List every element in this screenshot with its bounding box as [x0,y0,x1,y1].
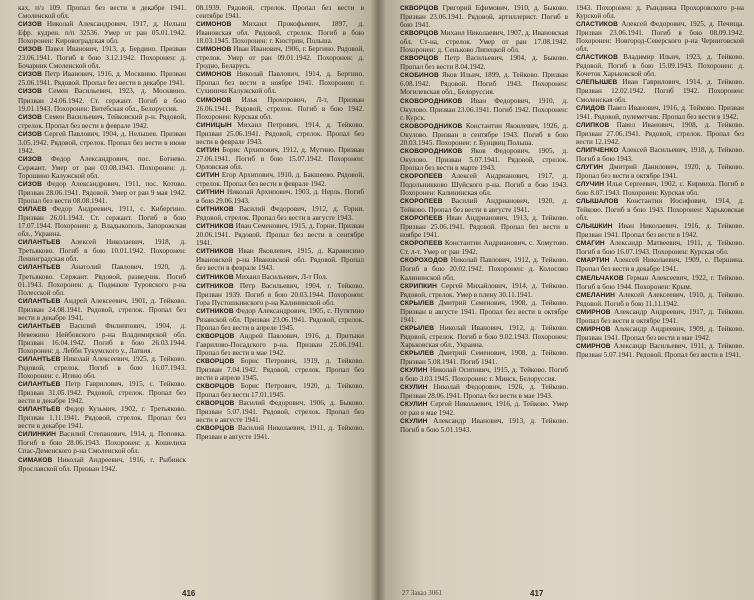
entry-surname: СИЗОВ [18,155,42,163]
entry-text: Василий Федорович, 1906, д. Быково. Призван 5.07.1941. Рядовой, стрелок. Пропал без вести в августе 1941. [196,399,365,425]
entry-surname: СЛИДОВ [576,104,606,112]
entry-surname: СИТНИН [196,189,225,197]
entry [400,349,568,366]
entry-text: Василий Николаевич, 1911, д. Тейково. Призван в августе 1941. [196,424,364,442]
entry-text: Николай Архипович, 1903, д. Нерль. Погиб в бою 29.06.1943. [196,188,365,206]
entry-text: Борис Архипович, 1912, д. Мутино. Призван 27.06.1941. Погиб в бою 15.07.1942. Похоронен: Орловская обл. [196,145,365,171]
entry-surname: СИТНИКОВ [196,282,234,290]
entry-text: Николай Алексеевич, 1925, д. Тейково. Рядовой, стрелок. Погиб в бою 16.07.1943. Похоронен: с. Игино обл. [18,354,186,381]
entry-text: Федор Андреевич, 1911, с. Кибергино. Призван 26.01.1943. Ст. сержант. Погиб в бою 17.07.1944. Похоронен: д. Владыкополь, Запорожская обл., Украина. [18,205,186,239]
entry [400,417,568,434]
entry-text: Григорий Ефимович, 1910, д. Быково. Призван 23.06.1941. Рядовой, артиллерист. Погиб в бою 1941. [400,4,568,30]
entry [576,222,744,239]
entry-text: Михаил Николаевич, 1907, д. Ивановская обл. Ст-на, стрелок. Умер от ран 17.08.1942. Похоронен: д. Сеньково Липецкой обл. [400,29,568,55]
entry-surname: СИЛАНТЬЕВ [18,355,61,363]
entry [196,146,364,171]
entry [576,4,744,20]
entry-text: Алексей Алексеевич, 1910, д. Тейково. Рядовой. Погиб в бою 11.11.1942. [576,290,745,308]
entry-surname: СМАРТИН [576,257,610,265]
entry-surname: СЛЫШАЛОВ [576,198,619,206]
entry-surname: СИЛАНТЬЕВ [18,239,61,247]
entry [400,214,568,239]
entry-surname: СКОРОПЕЕВ [400,172,443,180]
entry [196,20,364,45]
entry-text: Борис Петрович, 1920, д. Тейково. Пропал без вести 17.01.1945. [196,382,364,400]
entry-surname: СКВОРЦОВ [196,332,235,340]
entry [18,87,186,112]
entry-text: Константин Иосифович, 1914, д. Тейково. Погиб в бою 1943. Похоронен: Харьковская обл. [576,197,745,223]
entry-surname: СИЛАНТЬЕВ [18,406,61,414]
entry [400,299,568,324]
entry-surname: СИТИН [196,146,220,154]
entry [196,307,364,332]
entry [18,430,186,455]
entry-surname: СИТНИКОВ [196,223,234,231]
entry-surname: СКОВОРОДНИКОВ [400,97,463,105]
entry-text: Семен Васильевич, 1923, д. Москвино. Призван 24.06.1942. Ст. сержант. Погиб в бою 19.01.1943. Похоронен: Витебская обл., Белоруссия. [18,87,187,113]
entry [18,297,186,322]
entry [18,205,186,238]
entry [400,256,568,281]
entry-surname: СИТНИКОВ [196,273,234,281]
entry-surname: СИЗОВ [18,113,42,121]
entry-surname: СКОРОПЕЕВ [400,198,443,206]
entry [400,172,568,197]
entry-surname: СКУЛИН [400,367,428,375]
entry-surname: СЛИПКОВ [576,121,610,129]
entry-text: Сергей Михайлович, 1914, д. Тейково. Рядовой, стрелок. Умер в плену 30.11.1941. [400,281,568,299]
left-page-column-2 [196,4,364,441]
entry [400,400,568,417]
entry-text: Федор Кузьмич, 1902, г. Третьяково. Призван 1.11.1941. Рядовой, стрелок. Пропал без вести в декабре 1941. [18,405,186,431]
entry-surname: СИЗОВ [18,21,42,29]
entry-text: Михаил Прокофьевич, 1897, д. Ивановская обл. Рядовой, стрелок. Погиб в бою 18.03.1945. Похоронен: г. Кюстрин, Польша. [196,20,364,46]
entry-text: Иван Андрианович, 1913, д. Тейково. Призван 25.06.1941. Рядовой. Пропал без вести в ноябре 1941. [400,214,568,240]
entry [576,163,744,180]
right-page-number: 417 [530,589,544,598]
entry-text: Петр Иванович, 1916, д. Москвино. Призван 25.06.1941. Рядовой. Пропал без вести в декабре 1941. [18,70,186,88]
entry-text: Иван Яковлевич, 1915, д. Каравнсино Ивановской р-на Ивановской обл. Рядовой. Пропал без вести в феврале 1943. [196,247,364,273]
entry [400,97,568,122]
entry-text: Иван Николаевич, 1916, д. Тейково. Призван 1941. Пропал без вести в 1942. [576,222,745,240]
entry-surname: СМИРНОВ [576,325,611,333]
entry-text: Андрей Алексеевич, 1901, д. Тейково. Призван 24.08.1941. Рядовой, стрелок. Пропал без вести в декабре 1941. [18,296,187,322]
entry-surname: СИТНИКОВ [196,206,234,214]
entry-text: Дмитрий Семенович, 1908, д. Тейково. Призван 5.08.1941. Погиб 1941. [400,348,569,366]
entry-text: Александр Андреевич, 1917, д. Тейково. Пропал без вести в октябре 1941. [576,307,744,325]
entry-text: Сергей Николаевич, 1916, д. Тейково. Умер от ран в мае 1942. [400,400,569,418]
entry [18,155,186,180]
entry-surname: СИЛАНТЬЕВ [18,381,61,389]
entry-text: Сергей Павлович, 1904, д. Нельшев. Призван 3.05.1942. Рядовой, стрелок. Пропал без вести в июне 1942. [18,129,186,155]
entry [400,54,568,71]
entry-text: Павел Иванович, 1916, д. Тейково. Призван 1941. Рядовой, пулеметчик. Пропал без вести в 1942. [576,103,744,121]
entry-surname: СИЛАНТЬЕВ [18,297,61,305]
entry-surname: СКОРОХОДОВ [400,257,448,265]
entry-surname: СИМОНОВ [196,96,232,104]
entry-text: Дмитрий Семенович, 1908, д. Тейково. Призван в августе 1941. Пропал без вести в октябре 1941. [400,298,569,324]
entry [400,383,568,400]
entry-text: Алексей Николаевич, 1918, д. Третьяково. Погиб в бою 10.01.1942. Похоронен: Ленинградская обл. [18,238,186,264]
entry-text: Василий Андрианович, 1920, д. Тейково. Пропал без вести в августе 1941. [400,197,569,215]
entry [196,222,364,247]
entry-text: Павел Иванович, 1913, д. Бердино. Призван 23.06.1941. Погиб в бою 3.12.1942. Похоронен: д. Бочарник Смоленской обл. [18,45,186,71]
entry-text: Петр Васильевич, 1904, г. Тейково. Призван 1939. Погиб в бою 20.03.1944. Похоронен: Гора Пустошкинского р-на Калининской обл. [196,281,364,307]
entry [400,71,568,96]
entry-text: Николай Осипович, 1915, д. Тейково. Погиб в бою 3.03.1945. Похоронен: г. Минск, Белоруссия. [400,366,569,384]
entry-surname: СИЗОВ [18,88,42,96]
entry [18,20,186,45]
entry-surname: СКВОРЦОВ [400,55,439,63]
entry-surname: СЛЫШКИН [576,223,613,231]
entry-text: Андрей Павлович, 1916, д. Притыки Гаврилово-Посадского р-на. Призван 25.06.1941. Пропал без вести в мае 1942. [196,331,365,357]
entry-text: Алексей Федорович, 1925, д. Печища. Призван 23.06.1941. Погиб в бою 08.09.1942. Похоронен: Новгород-Северского р-на Черниговской обл. [576,20,744,54]
entry [400,29,568,54]
entry [18,380,186,405]
entry-text: Василий Степанович, 1914, д. Поповка. Погиб в бою 28.06.1943. Похоронен: д. Кошелиха Спас-Деменского р-на Смоленской обл. [18,430,187,456]
entry-surname: СЛУГИН [576,163,604,171]
entry-text: Александр Васильевич, 1911, д. Тейково. Призван 5.07.1941. Рядовой. Пропал без вести в 1941. [576,341,745,359]
entry-surname: СКУЛИН [400,401,428,409]
entry-surname: СИМОНОВ [196,46,232,54]
entry [18,45,186,70]
entry-surname: СКВОРЦОВ [196,357,235,365]
entry-surname: СИЗОВ [18,71,42,79]
entry-text: Константин Яковлевич, 1926, д. Окулово. Призван в сентябре 1943. Погиб в бою 20.03.1945. Похоронен: г. Бунцвиц Польша. [400,121,568,147]
entry-surname: СКУЛИН [400,418,428,426]
entry-surname: СИЗОВ [18,46,42,54]
entry-surname: СИЛАНТЬЕВ [18,322,61,330]
entry-text: Павел Иванович, 1908, д. Тейково. Призван 27.06.1941. Рядовой, стрелок. Пропал без вести 12.1942. [576,120,745,146]
entry [576,20,744,53]
entry [196,247,364,272]
entry-text: Николай Павлович, 1914, д. Бергино. Пропал без вести в ноябре 1941. Похоронен: г. Сухиничи Калужской обл. [196,70,364,96]
entry [400,147,568,172]
entry [196,382,364,399]
entry-text: Василий Филиппович, 1904, д. Невежино Нейбовского р-на Владимирской обл. Призван 16.04.1942. Погиб в бою 26.03.1944. Похоронен: д. Лебби Тукумского у., Латвия. [18,321,186,355]
entry-surname: СКОБИНОВ [400,72,439,80]
entry [576,325,744,342]
entry [576,256,744,273]
entry-text: Петр Гаврилович, 1915, с. Тейково. Призван 31.05.1942. Рядовой, стрелок. Пропал без вести в декабре 1942. [18,380,187,406]
entry-text: Алексей Андрианович, 1917, д. Подольникково Шуйского р-на. Погиб в бою 1943. Похоронен: Калининская обл. [400,171,569,198]
entry-text: Семен Васильевич, Тейковский р-н. Рядовой, стрелок. Пропал без вести в феврале 1942. [18,112,186,130]
entry-surname: СКРЫЛЕВ [400,299,435,307]
entry-surname: СЛАСТИКОВ [576,54,619,62]
entry-surname: СКРЫЛЕВ [400,324,435,332]
entry-text: ках, п/з 109. Пропал без вести в декабре 1941. Смоленской обл. [18,4,186,21]
entry [18,113,186,130]
entry-surname: СКОВОРОДНИКОВ [400,122,463,130]
entry-text: Николай Александрович, 1917, д. Нелыш Ефр. кудрен. п/п 32536. Умер от ран 05.01.1942. Похоронен: Кировоградская обл. [18,20,186,46]
entry [400,197,568,214]
entry-surname: СМИРНОВ [576,342,611,350]
entry [18,4,186,20]
entry-text: 1943. Похоронен: д. Рындинка Прохоровского р-на Курской обл. [576,4,744,21]
entry-surname: СИТНИКОВ [196,307,234,315]
entry-text: Алексей Васильевич, 1918, д. Тейково. Погиб в бою 1943. [576,145,744,163]
entry [18,130,186,155]
entry [576,239,744,256]
entry-text: Николай Павлович, 1912, д. Тейково. Погиб в бою 20.02.1942. Похоронен: д. Колосово Калининской обл. [400,256,569,282]
entry-text: Константин Андрианович, с. Хомутово. Ст. л-т. Умер от ран 1942. [400,239,569,257]
entry-surname: СИМАКОВ [18,456,53,464]
entry-surname: СКРЫЛЕВ [400,349,435,357]
entry-text: Илья Сергеевич, 1902, с. Кирмиха. Погиб в бою 8.07.1943. Похоронен: Курская обл. [576,179,744,198]
entry [400,324,568,349]
entry-surname: СКВОРЦОВ [400,30,439,38]
right-page [378,0,754,600]
entry-text: Герман Алексеевич, 1922, г. Тейково. Погиб в бою 1944. Похоронен: Крым. [576,273,744,291]
entry [196,273,364,282]
entry [196,188,364,205]
entry-text: Анатолий Павлович, 1920, д. Третьяково. Сержант. Рядовой, разведчик. Погиб 01.1943. Похоронен: д. Подмакие Туровского р-на Полесской обл. [18,263,186,297]
entry [400,366,568,383]
entry [196,171,364,188]
entry-text: Яков Федорович, 1905, д. Окулово. Призван 5.07.1941. Рядовой, стрелок. Пропал без вести в марте 1943. [400,146,568,172]
entry-text: Михаил Васильевич, Л-т Пол. [235,272,328,281]
entry-surname: СИЛИНКИН [18,431,56,439]
entry-text: Петр Васильевич, 1904, д. Быково. Пропал без вести 8.04.1942. [400,54,569,72]
entry [196,96,364,121]
entry-text: Илья Прохорович, Л-т, Призван 26.06.1941. Рядовой, стрелок. Погиб в бою 1942. Похоронен: Курская обл. [196,95,364,121]
entry-surname: СКУЛИН [400,384,428,392]
entry [400,282,568,299]
entry [18,405,186,430]
entry-text: Алексей Николаевич, 1909, с. Першина. Пропал без вести в декабре 1941. [576,256,744,274]
entry [576,197,744,222]
entry-surname: СЛЕПЫШЕВ [576,79,618,87]
entry [18,263,186,296]
entry-text: Иван Федорович, 1910, д. Окулово. Призван 23.06.1941. Погиб 1942. Похоронен: г. Курск. [400,96,568,122]
entry-text: Яков Ильич, 1899, д. Тейково. Призван 6.08.1942. Рядовой. Погиб 1943. Похоронен: Могилевская обл., Белоруссия. [400,71,569,97]
entry [196,4,364,20]
entry [400,122,568,147]
entry-text: Владимир Ильич, 1923, д. Тейково. Рядовой. Погиб в бою 15.09.1943. Похоронен: д. Кочеток Харьковской обл. [576,53,744,79]
entry [576,274,744,291]
entry-surname: СЛАСТИКОВ [576,21,619,29]
entry-text: 08.1939. Рядовой, стрелок. Пропал без вести в сентябре 1941. [196,4,364,21]
entry-text: Николай Иванович, 1912, д. Тейково. Рядовой, стрелок. Погиб в бою 9.02.1943. Похоронен: Харьковская обл., Украина. [400,323,568,349]
entry [576,342,744,359]
entry [18,70,186,87]
left-page-column-1 [18,4,186,473]
entry-surname: СИМОНОВ [196,71,232,79]
entry [576,78,744,103]
entry [196,282,364,307]
entry [196,45,364,70]
print-order-label: 27 Заказ 3061 [402,589,443,597]
entry-text: Александр Иванович, 1913, д. Тейково. Погиб в бою 5.01.1943. [400,417,569,435]
entry-surname: СИТИН [196,171,220,179]
entry-text: Федор Александрович, 1905, с. Путятино Рязанской обл. Призван 23.06.1941. Рядовой, стрелок. Пропал без вести в апреле 1945. [196,306,365,332]
entry-text: Дмитрий Данилович, 1920, д. Тейково. Пропал без вести в октябре 1941. [576,162,745,180]
entry-text: Михаил Петрович, 1914, д. Тейково. Призван 25.06.1941. Рядовой, стрелок. Пропал без вести в феврале 1943. [196,120,364,146]
entry-text: Николай Федорович, 1926, д. Тейково. Призван 28.06.1941. Пропал без вести в мае 1943. [400,383,568,401]
entry [196,424,364,441]
entry [18,238,186,263]
entry [196,205,364,222]
entry [576,180,744,197]
entry-surname: СМЕЛАНИН [576,291,616,299]
entry-surname: СКРИПКИН [400,282,437,290]
entry-text: Борис Петрович, 1919, д. Тейково. Призван 7.04.1942. Рядовой, стрелок. Пропал без вести в апреле 1945. [196,356,364,383]
entry-surname: СКОРОПЕЕВ [400,215,443,223]
entry-surname: СЛУЧИН [576,180,605,188]
entry-surname: СКВОРЦОВ [400,5,439,12]
entry [576,308,744,325]
entry [196,357,364,382]
entry [196,332,364,357]
entry-text: Федор Александрович, пос. Ботнево. Сержант. Умер от ран 03.08.1943. Похоронен: д. Торошино Калужской обл. [18,154,187,180]
entry-text: Федор Александрович, 1911, пос. Котово. Призван 28.06.1941. Рядовой. Умер от ран 9 мая 1942. Пропал без вести 08.08.1941. [18,179,187,206]
entry-surname: СЛИПЧЕНКО [576,146,619,154]
entry-surname: СИЗОВ [18,130,42,138]
entry [400,239,568,256]
entry-surname: СКВОРЦОВ [196,383,235,391]
entry-surname: СИМОНОВ [196,21,232,29]
entry-surname: СИНИЦЫН [196,121,232,129]
entry-text: Иван Семенович, 1915, д. Горни. Призван 20.06.1941. Рядовой. Пропал без вести в сентябре 1941. [196,222,365,248]
entry [576,146,744,163]
entry [18,180,186,205]
entry [400,4,568,29]
entry [196,70,364,95]
left-page-number: 416 [182,589,196,598]
entry-text: Александр Матвеевич, 1911, д. Тейково. Погиб в бою 16.07.1943. Похоронен: Курская обл. [576,239,745,257]
entry-surname: СИЗОВ [18,180,42,188]
entry [576,291,744,308]
entry [18,322,186,355]
entry [576,121,744,146]
entry-text: Иван Гаврилович, 1914, д. Тейково. Призван 12.02.1942. Погиб 1942. Похоронен: Смоленская обл. [576,78,744,104]
entry-surname: СМЕЛЬЧАКОВ [576,274,624,282]
entry-surname: СИЛАЕВ [18,206,47,214]
entry-text: Александр Андреевич, 1909, д. Тейково. Призван 1941. Пропал без вести в мае 1942. [576,324,744,342]
entry-surname: СМИРНОВ [576,308,611,316]
entry-text: Николай Андреевич, 1916, г. Рыбинск Ярославской обл. Призван 1942. [18,455,186,473]
right-page-column-2 [576,4,744,359]
book-gutter [370,0,386,600]
entry [576,53,744,78]
right-page-column-1 [400,4,568,434]
entry-text: Иван Иванович, 1906, г. Бергино. Рядовой, стрелок. Умер от ран 09.01.1942. Похоронен: д. Гродно, Беларусь. [196,45,364,71]
entry [18,355,186,380]
entry [576,104,744,121]
entry [196,399,364,424]
entry-surname: СКОРОПЕЕВ [400,240,443,248]
entry-surname: СИЛАНТЬЕВ [18,264,61,272]
entry [18,456,186,473]
entry-surname: СМАГИН [576,240,605,248]
entry [196,121,364,146]
entry-text: Василий Федорович, 1912, д. Горни. Рядовой, стрелок. Пропал без вести в августе 1943. [196,205,364,223]
entry-text: Егор Архипович, 1910, д. Бакшеево. Рядовой, стрелок. Пропал без вести в феврале 1942. [196,170,364,188]
entry-surname: СИТНИКОВ [196,248,234,256]
entry-surname: СКВОРЦОВ [196,425,235,433]
entry-surname: СКОВОРОДНИКОВ [400,147,463,155]
entry-surname: СКВОРЦОВ [196,400,235,408]
